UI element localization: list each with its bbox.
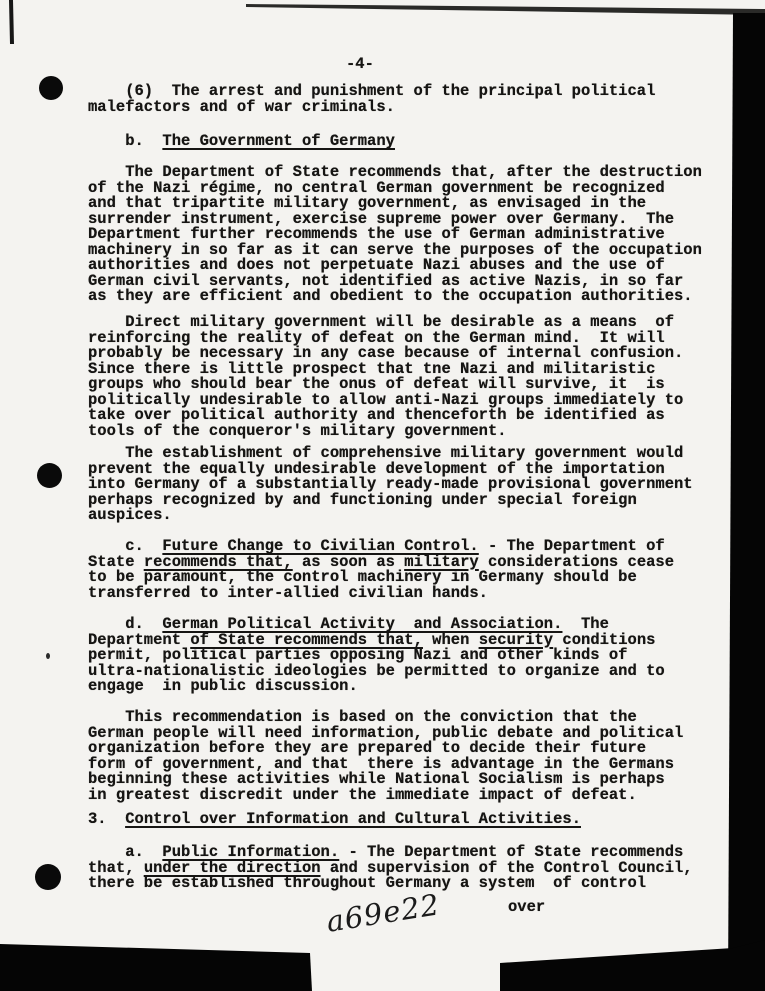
hole-punch-dot <box>37 463 62 488</box>
text-segment: groups who should bear the onus of defeat will survive, it is <box>88 375 665 393</box>
text-segment: perhaps recognized by and functioning under special foreign <box>88 490 637 509</box>
right-edge-scan-bar <box>728 13 765 991</box>
underlined-text-segment: The Government of Germany <box>162 132 395 150</box>
text-segment: ultra-nationalistic ideologies be permitted to organize and to <box>88 661 665 680</box>
text-segment: transferred to inter-allied civilian hands. <box>88 583 488 602</box>
text-segment: 3. <box>88 810 126 828</box>
bottom-left-scan-block <box>0 944 312 991</box>
text-segment: conditions <box>553 630 656 649</box>
text-segment: tools of the conqueror's military government. <box>88 421 507 440</box>
text-segment: Direct military government will be desirable as a means of <box>88 313 674 331</box>
ink-speck <box>46 653 50 659</box>
text-segment: malefactors and of war criminals. <box>88 97 395 116</box>
text-segment: prevent the equally undesirable development of the importation <box>88 459 665 478</box>
text-segment: and that tripartite military government, as envisaged in the <box>88 194 647 212</box>
underlined-text-segment: recommends that, <box>143 552 293 571</box>
text-segment: in greatest discredit under the immediate impact of defeat. <box>88 785 637 804</box>
text-segment: probably be necessary in any case because of internal confusion. <box>88 344 684 362</box>
text-segment: Department further recommends the use of German administrative <box>88 225 665 243</box>
underlined-text-segment: German Political Activity and Association. <box>162 615 563 633</box>
text-segment: The <box>562 615 609 633</box>
text-segment: c. <box>88 537 163 555</box>
handwritten-annotation: a69e22 <box>324 887 443 939</box>
text-segment: - The Department of <box>478 537 665 555</box>
text-segment: b. <box>88 132 163 150</box>
text-segment: German civil servants, not identified as active Nazis, in so far <box>88 271 684 290</box>
text-segment: permit, political parties opposing Nazi and other kinds of <box>88 646 628 664</box>
text-segment: a. <box>88 843 163 861</box>
text-segment: The establishment of comprehensive military government would <box>88 444 684 462</box>
text-segment: considerations cease <box>478 552 675 571</box>
text-segment: there be established throughout Germany a system of control <box>88 874 647 892</box>
text-segment: The Department of State recommends that, after the destruction <box>88 163 702 181</box>
text-segment: German people will need information, public debate and political <box>88 723 684 742</box>
text-segment: This recommendation is based on the conviction that the <box>88 708 637 726</box>
hole-punch-dot <box>35 864 61 890</box>
footer-over-label: over <box>508 898 546 916</box>
underlined-text-segment: under the direction <box>143 858 321 877</box>
text-segment: auspices. <box>88 506 172 524</box>
text-segment: organization before they are prepared to decide their future <box>88 739 647 757</box>
text-segment: as they are efficient and obedient to the occupation authorities. <box>88 287 693 305</box>
underlined-text-segment: military <box>404 552 479 571</box>
text-segment: that, <box>88 858 144 877</box>
text-segment: (6) The arrest and punishment of the principal political <box>88 82 656 100</box>
text-segment: politically undesirable to allow anti-Nazi groups immediately to <box>88 390 684 409</box>
underlined-text-segment: security <box>478 630 554 649</box>
text-segment: surrender instrument, exercise supreme power over Germany. The <box>88 209 674 228</box>
hole-punch-dot <box>39 76 63 100</box>
text-segment: when <box>422 630 479 649</box>
left-edge-scan-line <box>9 0 14 44</box>
text-segment: form of government, and that there is advantage in the Germans <box>88 754 674 773</box>
underlined-text-segment: Future Change to Civilian Control. <box>162 537 479 555</box>
underlined-text-segment: of State recommends that, <box>190 630 423 649</box>
text-segment: into Germany of a substantially ready-made provisional government <box>88 475 693 493</box>
text-segment: as soon as <box>292 552 405 571</box>
text-segment: Department <box>88 630 191 649</box>
underlined-text-segment: Control over Information and Cultural Activities. <box>125 810 581 828</box>
text-segment: - The Department of State recommends <box>339 843 684 861</box>
top-edge-scan-line <box>246 4 765 15</box>
text-segment: beginning these activities while National Socialism is perhaps <box>88 770 665 788</box>
page-number: -4- <box>346 55 374 73</box>
text-segment: and supervision of the Control Council, <box>320 858 693 877</box>
text-segment: machinery in so far as it can serve the purposes of the occupation <box>88 240 702 259</box>
bottom-right-scan-block <box>500 940 765 991</box>
text-segment: of the Nazi régime, no central German government be recognized <box>88 178 665 197</box>
text-segment: engage in public discussion. <box>88 677 358 695</box>
underlined-text-segment: Public Information. <box>162 843 340 861</box>
text-segment: take over political authority and thenceforth be identified as <box>88 406 665 424</box>
text-segment: to be paramount, the control machinery in Germany should be <box>88 568 637 586</box>
text-segment: d. <box>88 615 163 633</box>
text-segment: reinforcing the reality of defeat on the German mind. It will <box>88 328 665 347</box>
text-segment: State <box>88 552 144 571</box>
text-segment: Since there is little prospect that tne Nazi and militaristic <box>88 359 656 378</box>
text-segment: authorities and does not perpetuate Nazi abuses and the use of <box>88 256 665 274</box>
